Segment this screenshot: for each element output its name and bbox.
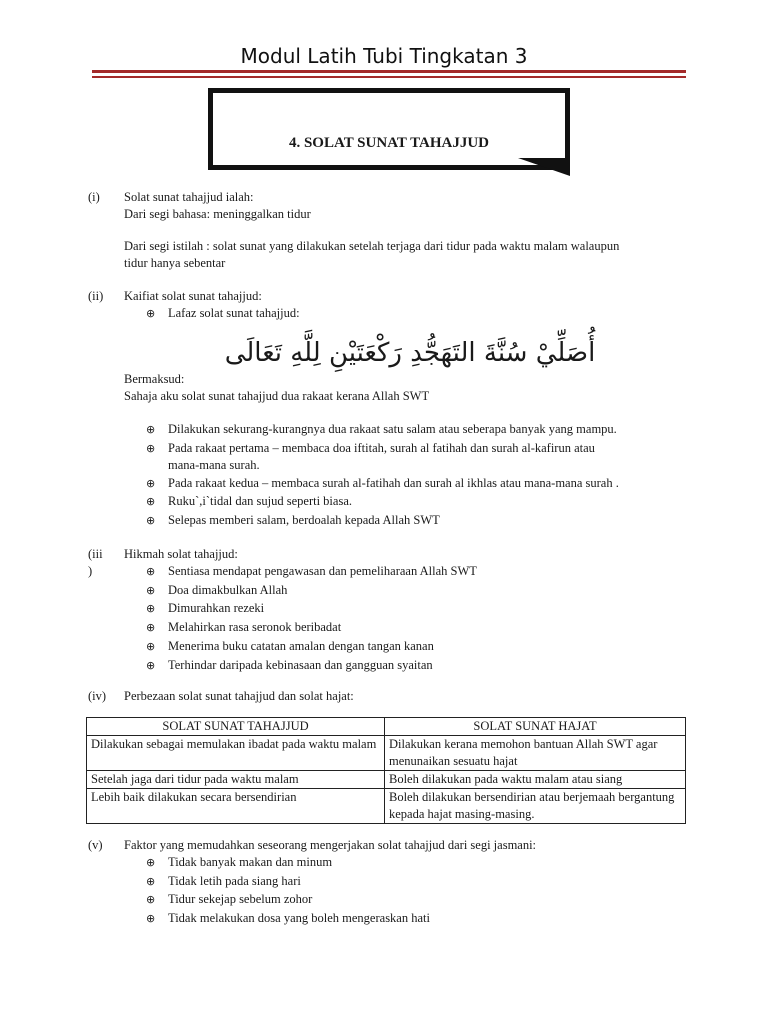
section-number-1: (i) [88,190,100,204]
table-header-cell: SOLAT SUNAT HAJAT [385,718,686,736]
section-1-line: tidur hanya sebentar [124,256,226,270]
bullet-icon: ⊕ [146,659,156,672]
section-number-4: (iv) [88,689,107,703]
bullet-icon: ⊕ [146,495,156,508]
list-item: ⊕ Sentiasa mendapat pengawasan dan pemeliharaan Allah SWT [146,562,477,581]
bullet-icon: ⊕ [146,912,156,925]
chapter-title: 4. SOLAT SUNAT TAHAJJUD [288,135,490,151]
section-2-meaning: Sahaja aku solat sunat tahajjud dua rakaat kerana Allah SWT [124,389,430,403]
section-2-heading: Kaifiat solat sunat tahajjud: [124,289,262,303]
bullet-icon: ⊕ [146,893,156,906]
section-1-line: Dari segi bahasa: meninggalkan tidur [124,207,311,221]
list-item: ⊕ Ruku`,i`tidal dan sujud seperti biasa. [146,492,352,511]
list-item: ⊕ Tidak letih pada siang hari [146,872,301,891]
table-cell: Lebih baik dilakukan secara bersendirian [87,789,385,824]
arabic-lafaz: أُصَلِّيْ سُنَّةَ التَهَجُّدِ رَكْعَتَيْنِ لِلَّهِ تَعَالَى [224,338,596,368]
section-4-heading: Perbezaan solat sunat tahajjud dan solat hajat: [124,689,354,703]
list-item: ⊕ Tidur sekejap sebelum zohor [146,890,312,909]
section-number-3: (iii [88,547,103,561]
bullet-icon: ⊕ [146,423,156,436]
list-item: ⊕ Dilakukan sekurang-kurangnya dua rakaat satu salam atau seberapa banyak yang mampu. [146,420,617,439]
list-item: ⊕ Selepas memberi salam, berdoalah kepada Allah SWT [146,511,440,530]
section-1-heading: Solat sunat tahajjud ialah: [124,190,254,204]
list-item: ⊕ Terhindar daripada kebinasaan dan gangguan syaitan [146,656,433,675]
header-rule-bottom [92,76,686,78]
list-item: ⊕ Lafaz solat sunat tahajjud: [146,304,300,323]
bullet-icon: ⊕ [146,875,156,888]
section-3-heading: Hikmah solat tahajjud: [124,547,238,561]
bullet-icon: ⊕ [146,442,156,455]
list-item: ⊕ Doa dimakbulkan Allah [146,581,287,600]
list-item: ⊕ Pada rakaat pertama – membaca doa iftitah, surah al fatihah dan surah al-kafirun atau [146,439,595,458]
list-item-continuation: mana-mana surah. [168,458,260,472]
list-item: ⊕ Tidak melakukan dosa yang boleh mengeraskan hati [146,909,430,928]
header-rule-top [92,70,686,73]
list-item: ⊕ Dimurahkan rezeki [146,599,264,618]
chapter-box-fold-corner [518,158,570,176]
bullet-icon: ⊕ [146,621,156,634]
section-number-5: (v) [88,838,103,852]
list-item: ⊕ Melahirkan rasa seronok beribadat [146,618,341,637]
bullet-icon: ⊕ [146,307,156,320]
table-cell: Boleh dilakukan bersendirian atau berjemaah bergantung kepada hajat masing-masing. [385,789,686,824]
section-1-line: Dari segi istilah : solat sunat yang dilakukan setelah terjaga dari tidur pada waktu malam walaupun [124,239,620,253]
chapter-title-box [208,88,570,170]
list-item: ⊕ Tidak banyak makan dan minum [146,853,332,872]
table-row [87,789,686,824]
comparison-table [86,717,686,824]
bullet-icon: ⊕ [146,584,156,597]
bullet-icon: ⊕ [146,477,156,490]
bullet-icon: ⊕ [146,565,156,578]
table-header-row [87,718,686,736]
table-row [87,736,686,771]
section-number-2: (ii) [88,289,104,303]
table-cell: Dilakukan kerana memohon bantuan Allah SWT agar menunaikan sesuatu hajat [385,736,686,771]
table-cell: Boleh dilakukan pada waktu malam atau siang [385,771,686,789]
section-5-heading: Faktor yang memudahkan seseorang mengerjakan solat tahajjud dari segi jasmani: [124,838,537,852]
bullet-icon: ⊕ [146,602,156,615]
list-item: ⊕ Pada rakaat kedua – membaca surah al-fatihah dan surah al ikhlas atau mana-mana surah . [146,474,619,493]
table-cell: Setelah jaga dari tidur pada waktu malam [87,771,385,789]
list-item: ⊕ Menerima buku catatan amalan dengan tangan kanan [146,637,434,656]
bullet-icon: ⊕ [146,856,156,869]
section-2-meaning-label: Bermaksud: [124,372,185,386]
bullet-icon: ⊕ [146,514,156,527]
table-cell: Dilakukan sebagai memulakan ibadat pada waktu malam [87,736,385,771]
section-number-3-wrap: ) [88,564,93,578]
table-row [87,771,686,789]
table-header-cell: SOLAT SUNAT TAHAJJUD [87,718,385,736]
page-header-title: Modul Latih Tubi Tingkatan 3 [240,44,528,68]
bullet-icon: ⊕ [146,640,156,653]
